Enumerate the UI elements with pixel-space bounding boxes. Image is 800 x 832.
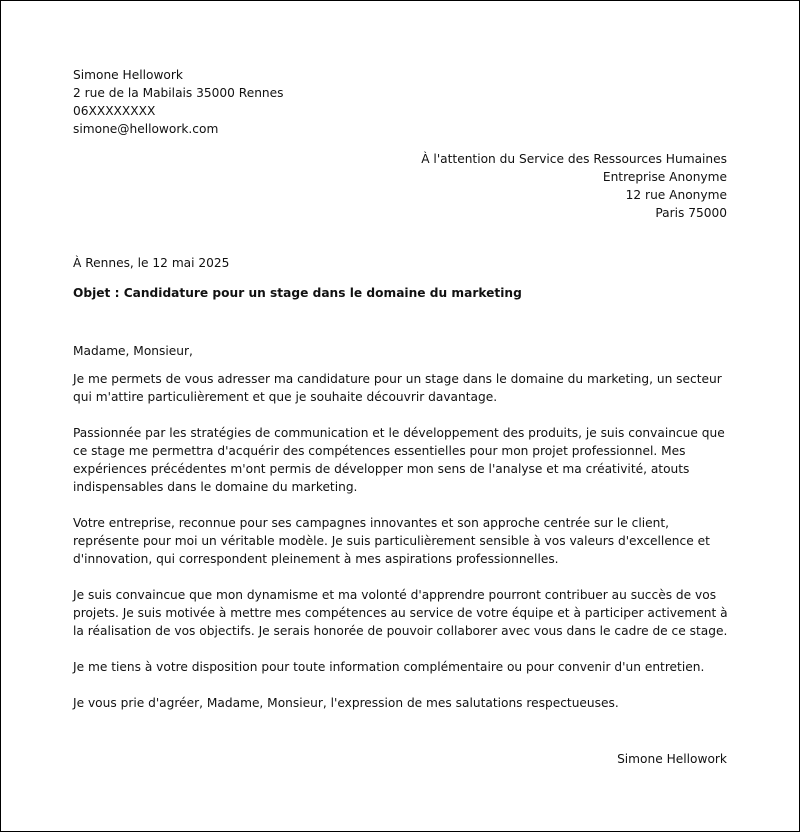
body-paragraph-4: Je suis convaincue que mon dynamisme et ma volonté d'apprendre pourront contribuer au succès de vos projets. Je suis motivée à mettre mes compétences au service de votre équipe et à participer activement à la réalisation de vos objectifs. Je serais honorée de pouvoir collaborer avec vous dans le cadre de ce stage. <box>73 588 728 638</box>
salutation: Madame, Monsieur, <box>73 344 193 358</box>
recipient-company: Entreprise Anonyme <box>602 170 727 184</box>
sender-phone: 06XXXXXXXX <box>73 104 156 118</box>
sender-email: simone@hellowork.com <box>73 122 219 136</box>
recipient-street: 12 rue Anonyme <box>625 188 727 202</box>
body-paragraph-2: Passionnée par les stratégies de communication et le développement des produits, je suis convaincue que ce stage me permettra d'acquérir des compétences essentielles pour mon projet professionnel. Mes expériences précédentes m'ont permis de développer mon sens de l'analyse et ma créativité, atouts indispensables dans le domaine du marketing. <box>73 426 725 494</box>
signature-name: Simone Hellowork <box>617 752 727 766</box>
sender-address: 2 rue de la Mabilais 35000 Rennes <box>73 86 284 100</box>
recipient-block <box>421 150 727 222</box>
letter-body <box>73 342 729 730</box>
letter-subject: Objet : Candidature pour un stage dans le domaine du marketing <box>73 286 522 300</box>
closing-paragraph: Je vous prie d'agréer, Madame, Monsieur, l'expression de mes salutations respectueuses. <box>73 696 619 710</box>
recipient-attention: À l'attention du Service des Ressources Humaines <box>421 152 727 166</box>
letter-date: À Rennes, le 12 mai 2025 <box>73 256 230 270</box>
sender-block <box>73 66 284 138</box>
body-paragraph-3: Votre entreprise, reconnue pour ses campagnes innovantes et son approche centrée sur le client, représente pour moi un véritable modèle. Je suis particulièrement sensible à vos valeurs d'excellence et d'innovation, qui correspondent pleinement à mes aspirations professionnelles. <box>73 516 710 566</box>
body-paragraph-1: Je me permets de vous adresser ma candidature pour un stage dans le domaine du marketing, un secteur qui m'attire particulièrement et que je souhaite découvrir davantage. <box>73 372 722 404</box>
sender-name: Simone Hellowork <box>73 68 183 82</box>
recipient-city: Paris 75000 <box>655 206 727 220</box>
body-paragraph-5: Je me tiens à votre disposition pour toute information complémentaire ou pour convenir d'un entretien. <box>73 660 705 674</box>
